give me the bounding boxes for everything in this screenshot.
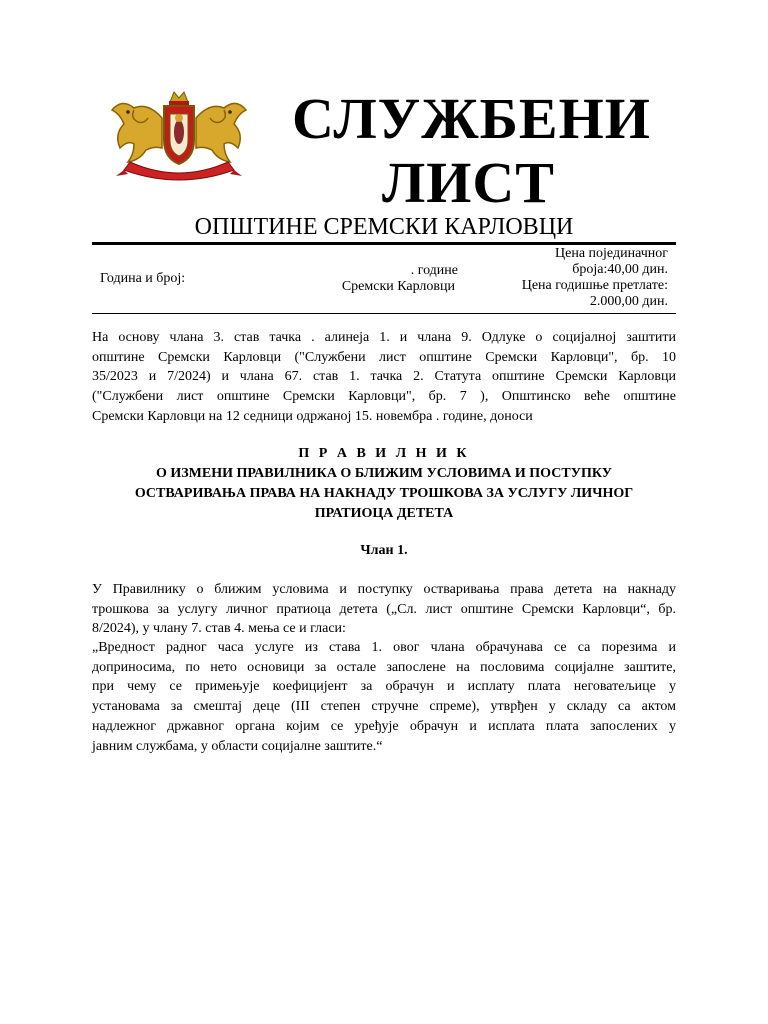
document-heading <box>92 444 676 524</box>
article-paragraph-2 <box>92 638 676 756</box>
intro-line: 35/2023 и 7/2024) и члана 67. став 1. тачка 2. Статута општине Сремски Карловци <box>92 369 676 385</box>
paragraph-line: „Вредност радног часа услуге из става 1. овог члана обрачунава се са порезима и <box>92 640 676 655</box>
paragraph-line: 8/2024), у члану 7. став 4. мења се и гласи: <box>92 621 346 637</box>
masthead-title-line2: ЛИСТ <box>382 150 555 215</box>
price-line: Цена појединачног <box>555 246 668 261</box>
paragraph-line: установама за смештај деце (III степен стручне спреме), утврђен у складу са актом <box>92 699 676 715</box>
price-line: броја:40,00 дин. <box>572 262 668 277</box>
paragraph-line: трошкова за услугу личног пратиоца детета („Сл. лист општине Сремски Карловци“, бр. <box>92 601 676 617</box>
heading-line: О ИЗМЕНИ ПРАВИЛНИКА О БЛИЖИМ УСЛОВИМА И ПОСТУПКУ <box>155 466 613 481</box>
header-divider <box>92 313 676 314</box>
intro-line: ("Службени лист општине Сремски Карловци", бр. 7 ), Општинско веће општине <box>92 389 676 405</box>
paragraph-line: надлежног државног органа којим се уређује обрачун и исплата плата запослених у <box>92 718 676 734</box>
intro-line: На основу члана 3. став тачка . алинеја 1. и члана 9. Одлуке о социјалној заштити <box>92 330 676 345</box>
article-title: Члан 1. <box>360 543 408 558</box>
price-line: 2.000,00 дин. <box>589 294 668 309</box>
issue-date: . године <box>410 263 458 278</box>
year-and-number-label: Година и број: <box>100 271 186 286</box>
masthead-divider <box>92 242 676 245</box>
paragraph-line: доприносима, по нето основици за остале запослене на пословима социјалне заштите, <box>92 659 676 675</box>
document-type: П Р А В И Л Н И К <box>298 446 470 461</box>
heading-line: ПРАТИОЦА ДЕТЕТА <box>314 506 454 521</box>
masthead-title-line1: СЛУЖБЕНИ <box>292 86 651 151</box>
paragraph-line: при чему се примењује коефицијент за обрачун и исплату плата неговатељице у <box>92 679 676 695</box>
intro-line: Сремски Карловци на 12 седници одржаној 15. новембра . године, доноси <box>92 408 533 424</box>
intro-paragraph <box>92 328 676 427</box>
coat-of-arms-logo <box>104 88 254 184</box>
heading-line: ОСТВАРИВАЊА ПРАВА НА НАКНАДУ ТРОШКОВА ЗА УСЛУГУ ЛИЧНОГ <box>134 486 634 501</box>
paragraph-line: У Правилнику о ближим условима и поступку остваривања права детета на накнаду <box>92 582 676 597</box>
masthead-subtitle: ОПШТИНЕ СРЕМСКИ КАРЛОВЦИ <box>194 214 574 240</box>
article-paragraph-1 <box>92 580 676 639</box>
price-line: Цена годишње претлате: <box>521 278 668 293</box>
paragraph-line: јавним службама, у области социјалне заштите.“ <box>92 738 383 754</box>
intro-line: општине Сремски Карловци ("Службени лист општине Сремски Карловци", бр. 10 <box>92 349 676 365</box>
issue-place: Сремски Карловци <box>341 279 455 294</box>
price-info <box>522 246 668 310</box>
